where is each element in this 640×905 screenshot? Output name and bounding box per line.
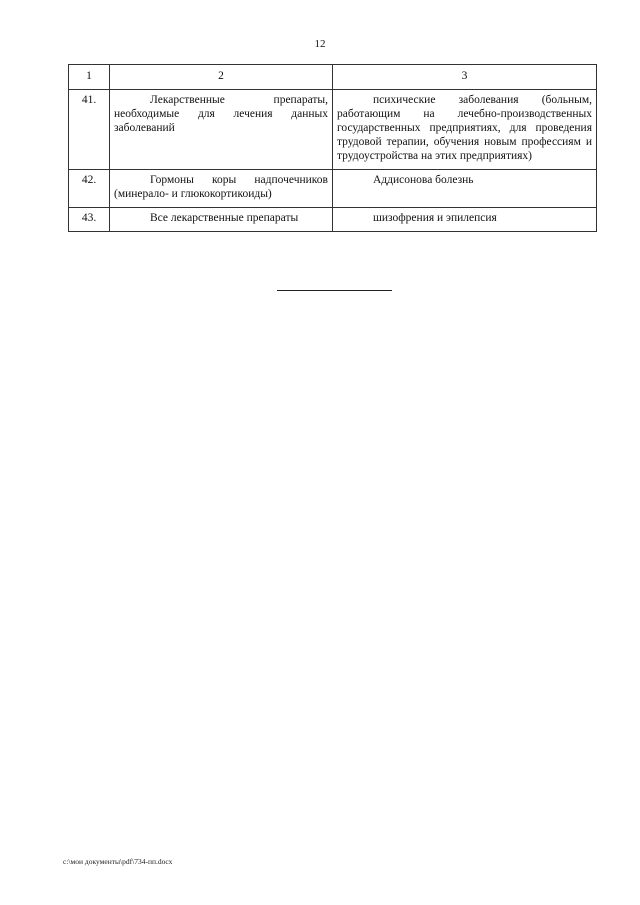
table-row [69, 208, 597, 232]
row-number: 42. [69, 170, 110, 208]
drug-text: Лекарственные препараты, необходимые для лечения данных заболеваний [114, 94, 328, 134]
table-header-row [69, 65, 597, 90]
disease-text: Аддисонова болезнь [373, 174, 474, 186]
drug-text: Все лекарственные препараты [150, 212, 299, 224]
disease-cell [333, 208, 597, 232]
disease-text: шизофрения и эпилепсия [373, 212, 497, 224]
end-separator-line [277, 290, 392, 291]
drug-cell [110, 208, 333, 232]
benefits-table [68, 64, 597, 232]
footer-file-path: c:\мои документы\pdf\734-пп.docx [63, 857, 173, 866]
row-number: 43. [69, 208, 110, 232]
column-header: 3 [333, 65, 597, 90]
drug-text: Гормоны коры надпочечников (минерало- и глюкокортикоиды) [114, 174, 328, 200]
drug-cell [110, 170, 333, 208]
column-header: 1 [69, 65, 110, 90]
table-row [69, 90, 597, 170]
drug-cell [110, 90, 333, 170]
disease-text: психические заболевания (больным, работающим на лечебно-производственных государственных предприятиях, для проведения трудовой терапии, обучения новым профессиям и трудоустройства на этих предприятиях) [337, 94, 592, 162]
table-row [69, 170, 597, 208]
row-number: 41. [69, 90, 110, 170]
column-header: 2 [110, 65, 333, 90]
disease-cell [333, 170, 597, 208]
page-number: 12 [314, 38, 326, 50]
disease-cell [333, 90, 597, 170]
